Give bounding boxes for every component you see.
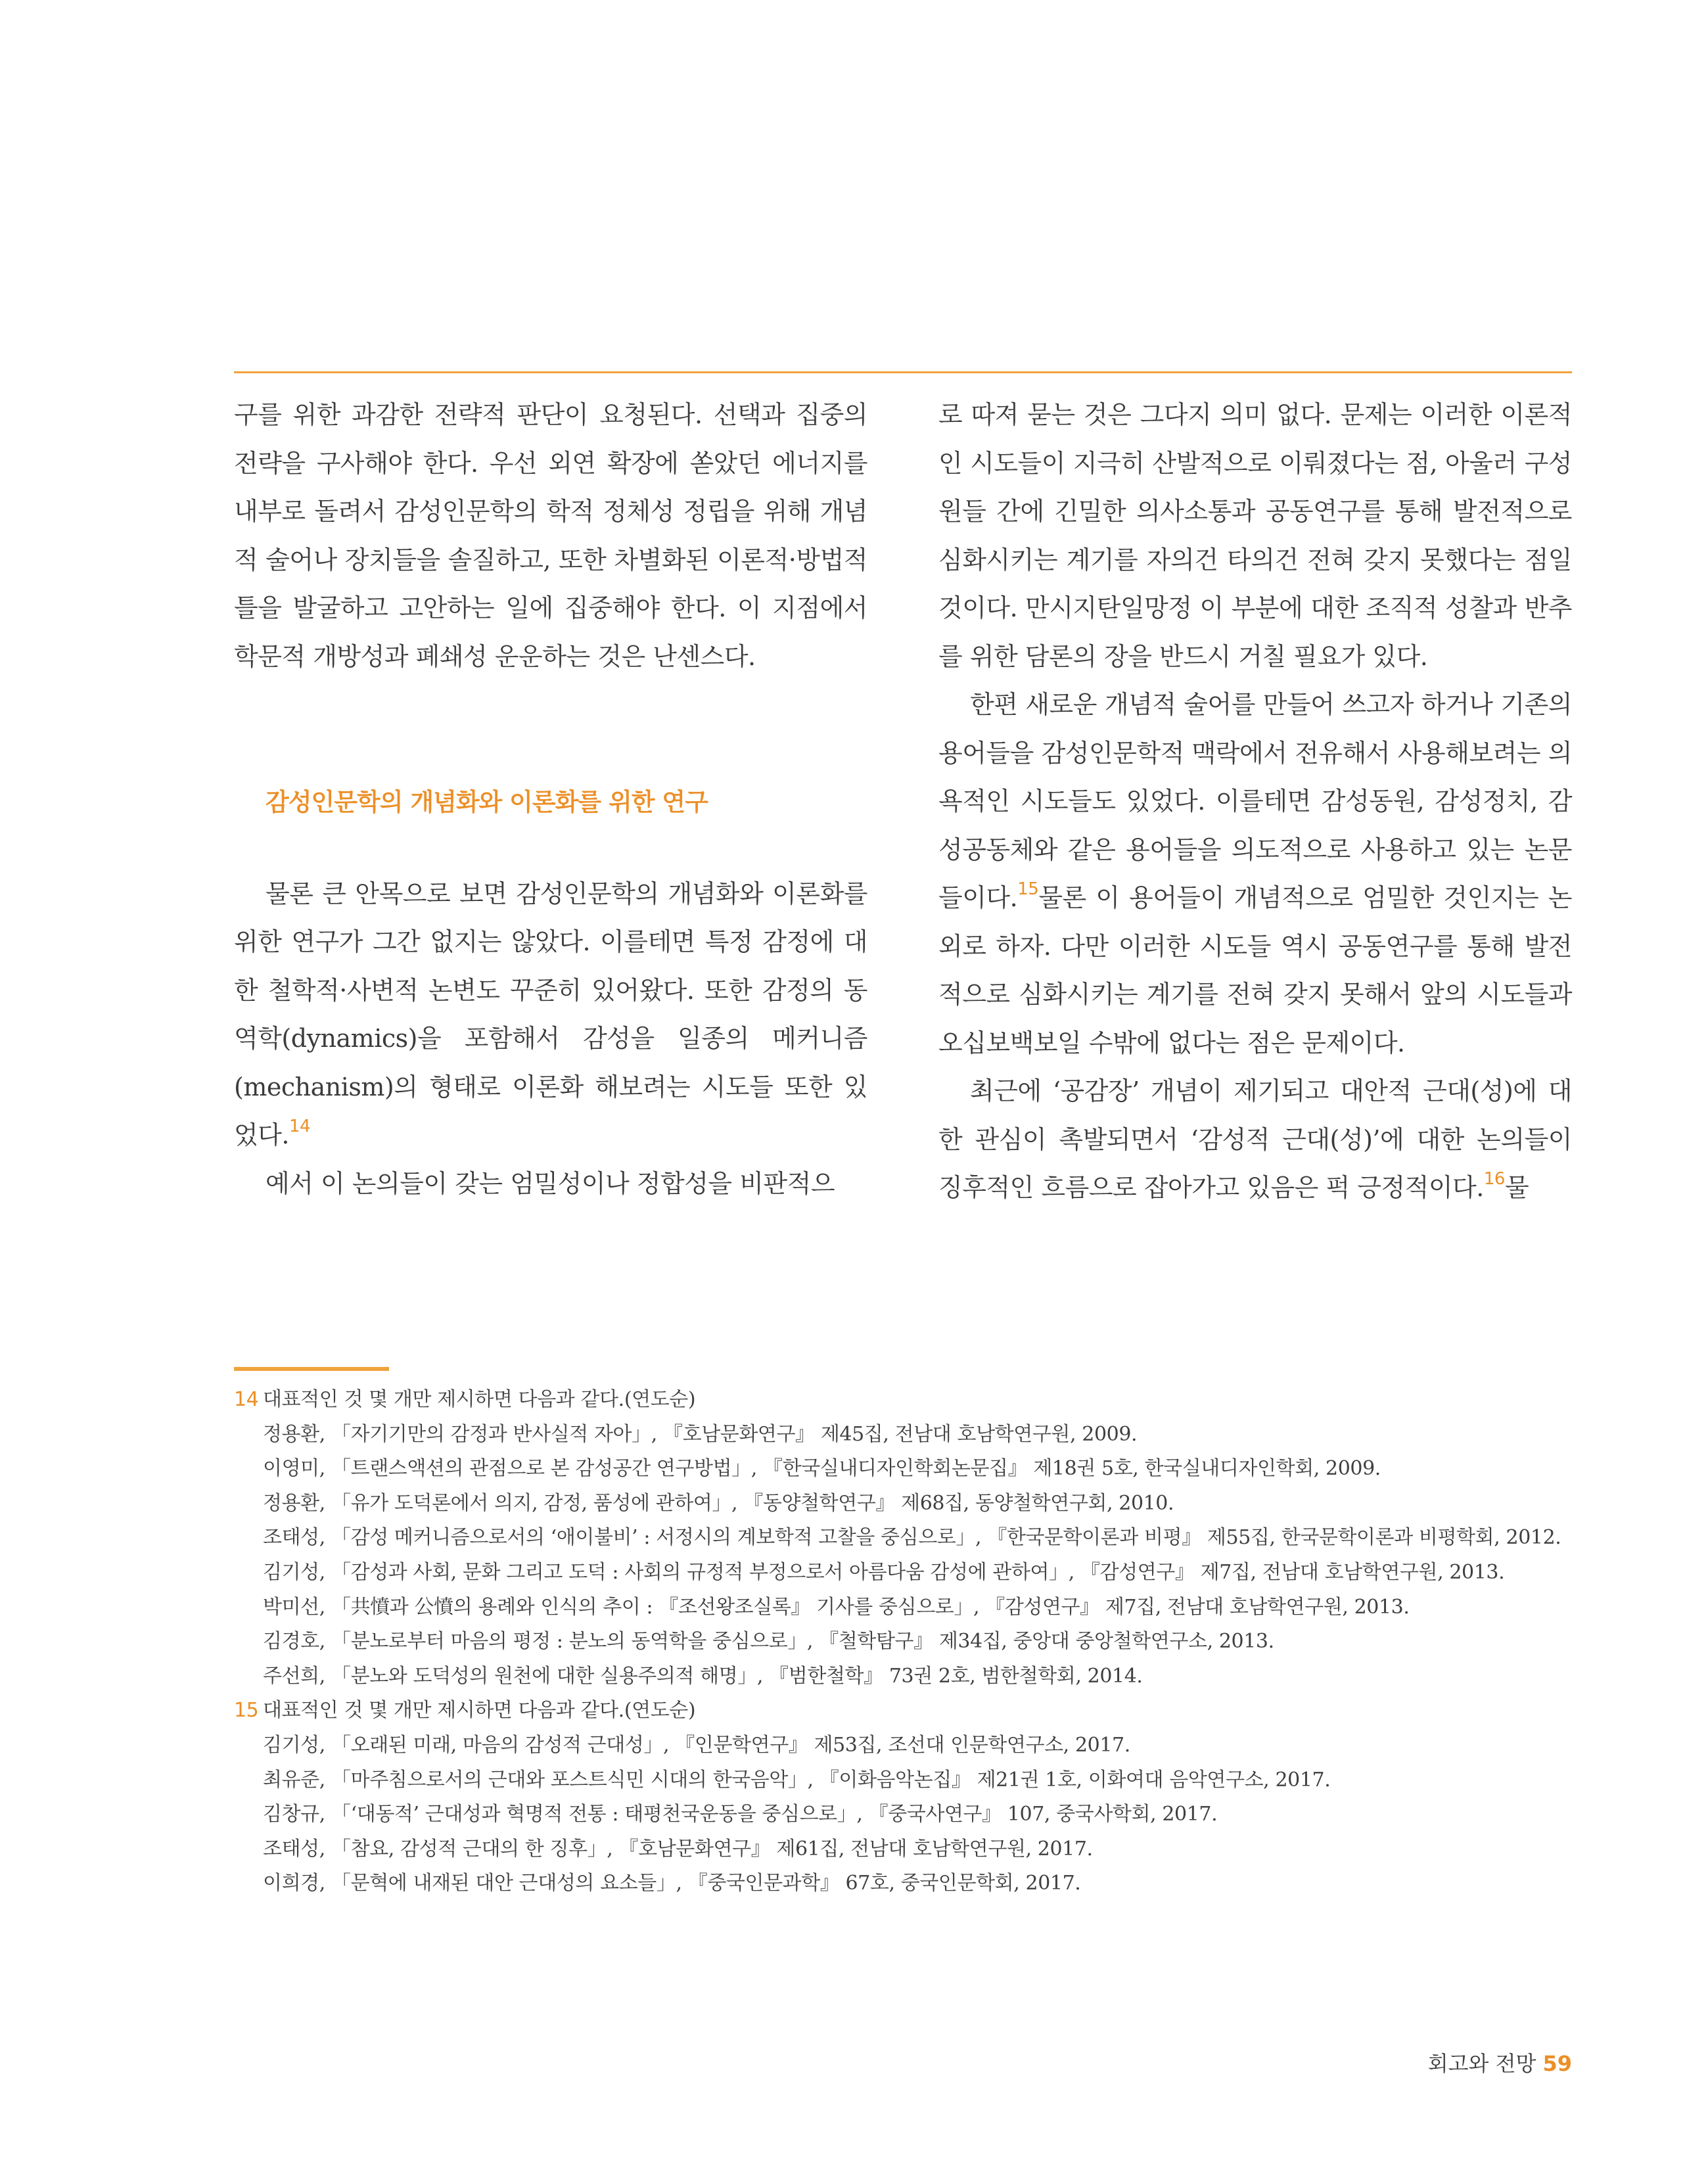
footnote-entry: 조태성, 「감성 메커니즘으로서의 ‘애이불비’ : 서정시의 계보학적 고찰을 중심으로」, 『한국문학이론과 비평』 제55집, 한국문학이론과 비평학회, 2012. bbox=[263, 1526, 1561, 1550]
footnote-entry: 박미선, 「共憤과 公憤의 용례와 인식의 추이 : 『조선왕조실록』 기사를 중심으로」, 『감성연구』 제7집, 전남대 호남학연구원, 2013. bbox=[263, 1595, 1410, 1619]
header-rule bbox=[234, 371, 1572, 373]
paragraph: 로 따져 묻는 것은 그다지 의미 없다. 문제는 이러한 이론적인 시도들이 지극히 산발적으로 이뤄졌다는 점, 아울러 구성원들 간에 긴밀한 의사소통과 공동연구를 통해 발전적으로 심화시키는 계기를 자의건 타의건 전혀 갖지 못했다는 점일 것이다. 만시지탄일망정 이 부분에 대한 조직적 성찰과 반추를 위한 담론의 장을 반드시 거칠 필요가 있다. bbox=[938, 400, 1572, 671]
section-heading: 감성인문학의 개념화와 이론화를 위한 연구 bbox=[265, 788, 708, 816]
footnote-entry: 이희경, 「문혁에 내재된 대안 근대성의 요소들」, 『중국인문과학』 67호, 중국인문학회, 2017. bbox=[263, 1872, 1081, 1895]
paragraph: 예서 이 논의들이 갖는 엄밀성이나 정합성을 비판적으 bbox=[265, 1168, 835, 1198]
footnote-ref-15[interactable]: 15 bbox=[1017, 879, 1039, 899]
footnote-entry: 김기성, 「오래된 미래, 마음의 감성적 근대성」, 『인문학연구』 제53집, 조선대 인문학연구소, 2017. bbox=[263, 1733, 1130, 1757]
footnote-heading: 대표적인 것 몇 개만 제시하면 다음과 같다.(연도순) bbox=[263, 1388, 696, 1411]
footnote-entry: 김기성, 「감성과 사회, 문화 그리고 도덕 : 사회의 규정적 부정으로서 아름다움 감성에 관하여」, 『감성연구』 제7집, 전남대 호남학연구원, 2013. bbox=[263, 1560, 1505, 1584]
paragraph: 구를 위한 과감한 전략적 판단이 요청된다. 선택과 집중의 전략을 구사해야 한다. 우선 외연 확장에 쏟았던 에너지를 내부로 돌려서 감성인문학의 학적 정체성 정립을 위해 개념적 술어나 장치들을 솔질하고, 또한 차별화된 이론적·방법적 틀을 발굴하고 고안하는 일에 집중해야 한다. 이 지점에서 학문적 개방성과 폐쇄성 운운하는 것은 난센스다. bbox=[234, 400, 867, 671]
page-footer bbox=[1406, 2047, 1572, 2077]
footnote-heading: 대표적인 것 몇 개만 제시하면 다음과 같다.(연도순) bbox=[263, 1699, 696, 1723]
footnote-entry: 주선희, 「분노와 도덕성의 원천에 대한 실용주의적 해명」, 『범한철학』 73권 2호, 범한철학회, 2014. bbox=[263, 1664, 1143, 1688]
paragraph: 물론 큰 안목으로 보면 감성인문학의 개념화와 이론화를 위한 연구가 그간 없지는 않았다. 이를테면 특정 감정에 대한 철학적·사변적 논변도 꾸준히 있어왔다. 또한 감정의 동역학(dynamics)을 포함해서 감성을 일종의 메커니즘(mechanism)의 형태로 이론화 해보려는 시도들 또한 있었다.$^{14}$ bbox=[234, 879, 867, 1149]
footnote-entry: 이영미, 「트랜스액션의 관점으로 본 감성공간 연구방법」, 『한국실내디자인학회논문집』 제18권 5호, 한국실내디자인학회, 2009. bbox=[263, 1457, 1381, 1481]
footnote-entry: 정용환, 「자기기만의 감정과 반사실적 자아」, 『호남문화연구』 제45집, 전남대 호남학연구원, 2009. bbox=[263, 1422, 1138, 1446]
footnote-15 bbox=[234, 1694, 1572, 1901]
footnote-rule bbox=[234, 1367, 389, 1371]
footnote-ref-16[interactable]: 16 bbox=[1483, 1169, 1505, 1189]
footnote-number: 14 bbox=[234, 1388, 259, 1411]
paragraph: 최근에 ‘공감장’ 개념이 제기되고 대안적 근대(성)에 대한 관심이 촉발되면서 ‘감성적 근대(성)’에 대한 논의들이 징후적인 흐름으로 잡아가고 있음은 퍽 긍정적이다.$^{16}$물 bbox=[938, 1076, 1572, 1202]
page-number: 59 bbox=[1542, 2051, 1572, 2076]
paragraph: 한편 새로운 개념적 술어를 만들어 쓰고자 하거나 기존의 용어들을 감성인문학적 맥락에서 전유해서 사용해보려는 의욕적인 시도들도 있었다. 이를테면 감성동원, 감성정치, 감성공동체와 같은 용어들을 의도적으로 사용하고 있는 논문들이다.$^{15}$물론 이 용어들이 개념적으로 엄밀한 것인지는 논외로 하자. 다만 이러한 시도들 역시 공동연구를 통해 발전적으로 심화시키는 계기를 전혀 갖지 못해서 앞의 시도들과 오십보백보일 수밖에 없다는 점은 문제이다. bbox=[938, 690, 1572, 1057]
footnote-entry: 김창규, 「‘대동적’ 근대성과 혁명적 전통 : 태평천국운동을 중심으로」, 『중국사연구』 107, 중국사학회, 2017. bbox=[263, 1803, 1218, 1826]
body-column-right bbox=[938, 391, 1572, 1213]
footnote-ref-14[interactable]: 14 bbox=[289, 1117, 311, 1136]
footnotes bbox=[234, 1383, 1572, 1901]
body-column-left bbox=[234, 391, 867, 1208]
running-title: 회고와 전망 bbox=[1427, 2051, 1536, 2076]
footnote-entry: 김경호, 「분노로부터 마음의 평정 : 분노의 동역학을 중심으로」, 『철학탐구』 제34집, 중앙대 중앙철학연구소, 2013. bbox=[263, 1630, 1274, 1654]
footnote-number: 15 bbox=[234, 1699, 259, 1723]
footnote-14 bbox=[234, 1383, 1572, 1694]
footnote-entry: 최유준, 「마주침으로서의 근대와 포스트식민 시대의 한국음악」, 『이화음악논집』 제21권 1호, 이화여대 음악연구소, 2017. bbox=[263, 1768, 1331, 1792]
footnote-entry: 정용환, 「유가 도덕론에서 의지, 감정, 품성에 관하여」, 『동양철학연구』 제68집, 동양철학연구회, 2010. bbox=[263, 1491, 1174, 1515]
footnote-entry: 조태성, 「참요, 감성적 근대의 한 징후」, 『호남문화연구』 제61집, 전남대 호남학연구원, 2017. bbox=[263, 1837, 1093, 1861]
